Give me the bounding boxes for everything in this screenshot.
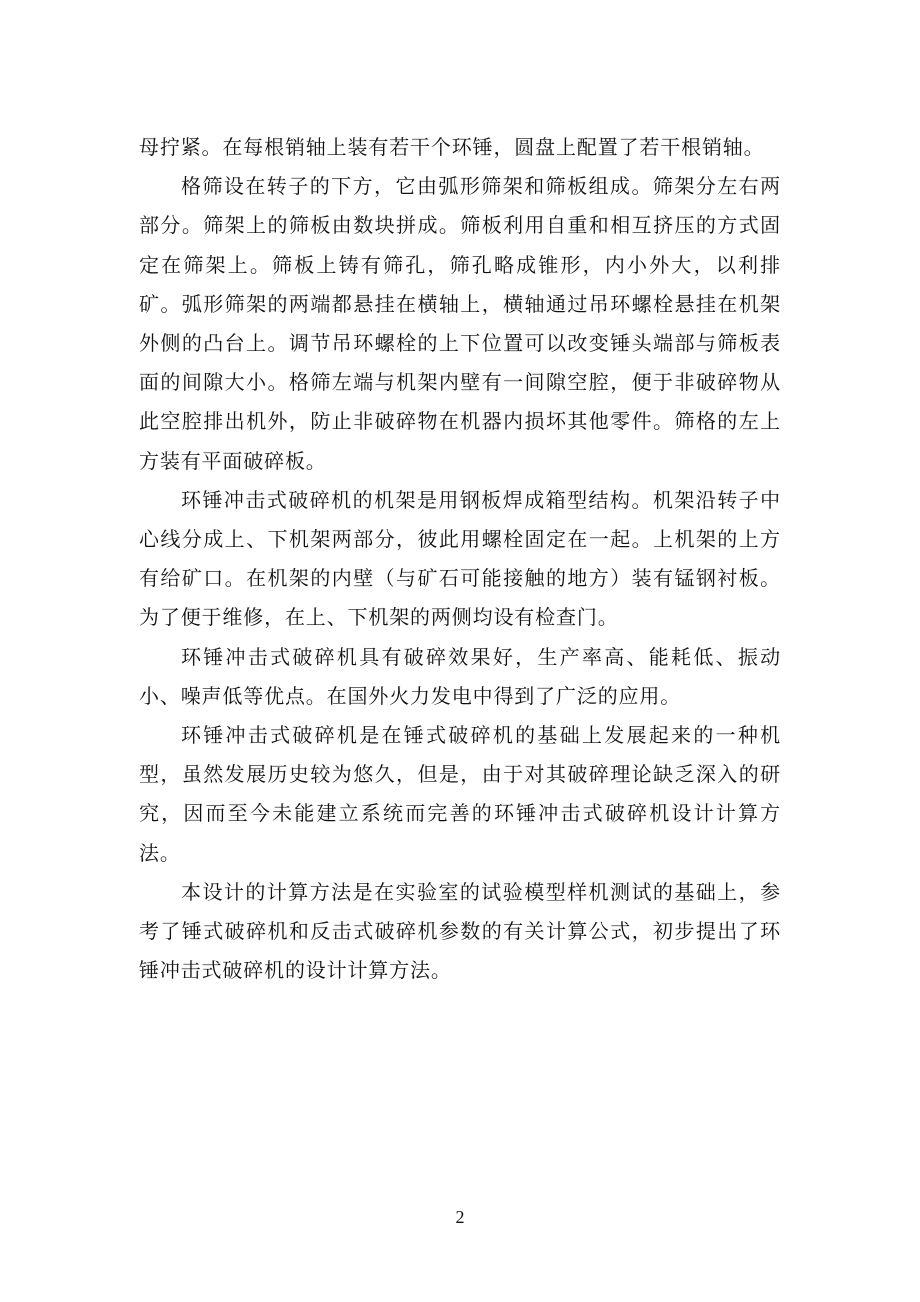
page-number: 2 [455, 1207, 465, 1227]
document-body [139, 128, 781, 990]
paragraph-1: 母拧紧。在每根销轴上装有若干个环锤，圆盘上配置了若干根销轴。 [139, 135, 765, 159]
paragraph-5: 环锤冲击式破碎机是在锤式破碎机的基础上发展起来的一种机型，虽然发展历史较为悠久，但是，由于对其破碎理论缺乏深入的研究，因而至今未能建立系统而完善的环锤冲击式破碎机设计计算方法。 [139, 723, 781, 865]
paragraph-6: 本设计的计算方法是在实验室的试验模型样机测试的基础上，参考了锤式破碎机和反击式破碎机参数的有关计算公式，初步提出了环锤冲击式破碎机的设计计算方法。 [139, 879, 781, 983]
paragraph-3: 环锤冲击式破碎机的机架是用钢板焊成箱型结构。机架沿转子中心线分成上、下机架两部分，彼此用螺栓固定在一起。上机架的上方有给矿口。在机架的内壁（与矿石可能接触的地方）装有锰钢衬板。为了便于维修，在上、下机架的两侧均设有检查门。 [139, 487, 781, 630]
paragraph-4: 环锤冲击式破碎机具有破碎效果好，生产率高、能耗低、振动小、噪声低等优点。在国外火力发电中得到了广泛的应用。 [139, 644, 781, 708]
paragraph-2: 格筛设在转子的下方，它由弧形筛架和筛板组成。筛架分左右两部分。筛架上的筛板由数块拼成。筛板利用自重和相互挤压的方式固定在筛架上。筛板上铸有筛孔，筛孔略成锥形，内小外大，以利排矿。弧形筛架的两端都悬挂在横轴上，横轴通过吊环螺栓悬挂在机架外侧的凸台上。调节吊环螺栓的上下位置可以改变锤头端部与筛板表面的间隙大小。格筛左端与机架内壁有一间隙空腔，便于非破碎物从此空腔排出机外，防止非破碎物在机器内损坏其他零件。筛格的左上方装有平面破碎板。 [139, 174, 781, 473]
